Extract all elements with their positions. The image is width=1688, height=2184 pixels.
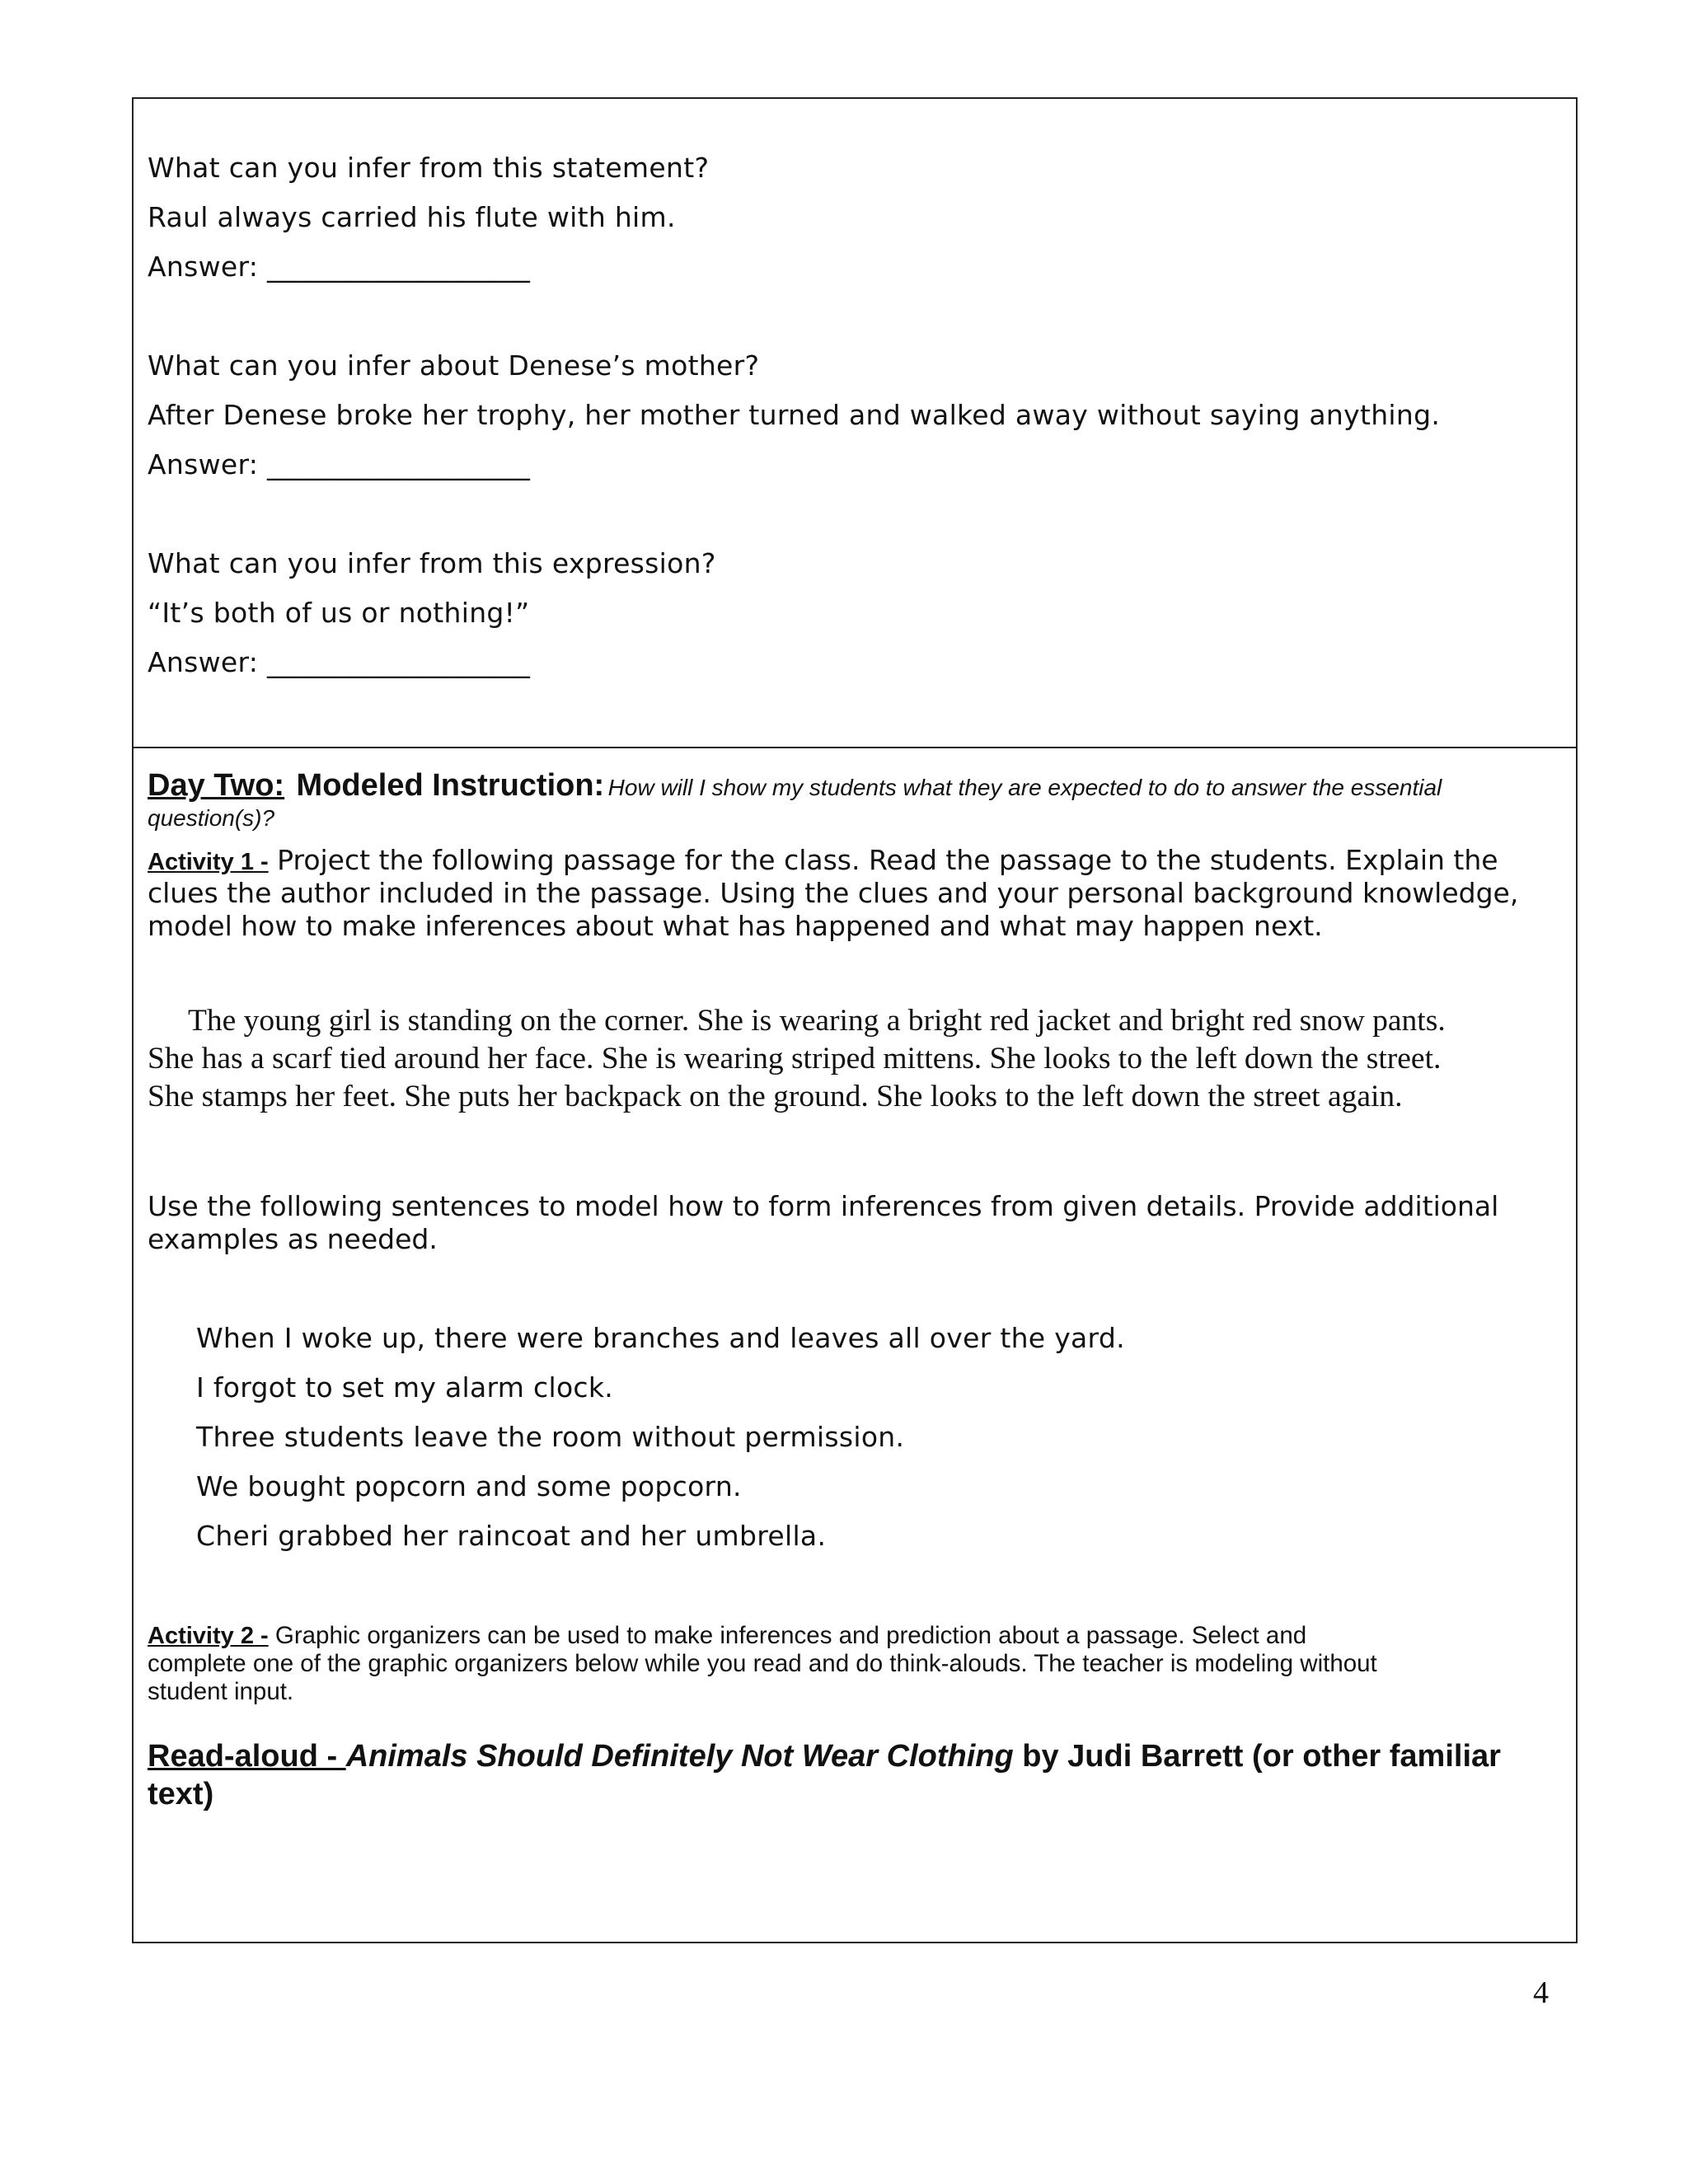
read-aloud-line-2: text) (148, 1777, 214, 1811)
modeled-instruction-description-cont: question(s)? (148, 805, 275, 831)
sentence-5: Cheri grabbed her raincoat and her umbrella. (196, 1520, 827, 1552)
question-1-answer-line: Answer: ___________________ (148, 251, 531, 283)
question-1-prompt: What can you infer from this statement? (148, 152, 710, 184)
passage-line-2: She has a scarf tied around her face. She is wearing striped mittens. She looks to the left down the street. (148, 1042, 1442, 1076)
question-2-answer-line: Answer: ___________________ (148, 448, 531, 480)
activity-1-line-3: model how to make inferences about what has happened and what may happen next. (148, 910, 1323, 942)
model-instructions-line-2: examples as needed. (148, 1223, 438, 1255)
day-two-cell (134, 748, 1576, 1943)
question-1-statement: Raul always carried his flute with him. (148, 201, 676, 233)
read-aloud-label: Read-aloud - (148, 1739, 346, 1774)
activity-2-line-1 (148, 1622, 1306, 1650)
question-3-statement: “It’s both of us or nothing!” (148, 597, 530, 629)
question-3-answer-line: Answer: ___________________ (148, 646, 531, 678)
question-3-prompt: What can you infer from this expression? (148, 547, 716, 579)
activity-1-label: Activity 1 - (148, 849, 269, 875)
activity-1-text: Project the following passage for the class. Read the passage to the students. Explain the (268, 844, 1498, 876)
activity-2-text: Graphic organizers can be used to make inferences and prediction about a passage. Select and (268, 1622, 1307, 1649)
model-instructions-line-1: Use the following sentences to model how to form inferences from given details. Provide additional (148, 1190, 1499, 1222)
activity-2-line-2: complete one of the graphic organizers below while you read and do think-alouds. The teacher is modeling without (148, 1650, 1377, 1677)
passage-line-1: The young girl is standing on the corner. She is wearing a bright red jacket and bright red snow pants. (188, 1004, 1446, 1038)
page-number: 4 (1533, 1975, 1549, 2010)
passage-line-3: She stamps her feet. She puts her backpack on the ground. She looks to the left down the street again. (148, 1080, 1403, 1113)
day-two-label: Day Two: (148, 768, 285, 803)
sentence-3: Three students leave the room without permission. (196, 1421, 905, 1453)
activity-2-line-3: student input. (148, 1678, 294, 1705)
read-aloud-book-title: Animals Should Definitely Not Wear Clothing (345, 1739, 1014, 1774)
question-2-statement: After Denese broke her trophy, her mother turned and walked away without saying anything. (148, 399, 1441, 431)
sentence-1: When I woke up, there were branches and leaves all over the yard. (196, 1322, 1125, 1354)
inference-questions-cell (134, 99, 1576, 748)
modeled-instruction-label: Modeled Instruction: (296, 768, 605, 803)
sentence-4: We bought popcorn and some popcorn. (196, 1470, 742, 1502)
day-two-heading (148, 766, 1442, 811)
read-aloud-author: by Judi Barrett (or other familiar (1013, 1739, 1501, 1774)
sentence-2: I forgot to set my alarm clock. (196, 1371, 614, 1404)
activity-2-label: Activity 2 - (148, 1623, 269, 1649)
lesson-table (132, 97, 1578, 1943)
question-2-prompt: What can you infer about Denese’s mother? (148, 349, 760, 382)
read-aloud-line-1 (148, 1737, 1501, 1775)
modeled-instruction-description: How will I show my students what they are expected to do to answer the essential (607, 775, 1442, 800)
activity-1-line-2: clues the author included in the passage. Using the clues and your personal background knowledge, (148, 877, 1519, 909)
